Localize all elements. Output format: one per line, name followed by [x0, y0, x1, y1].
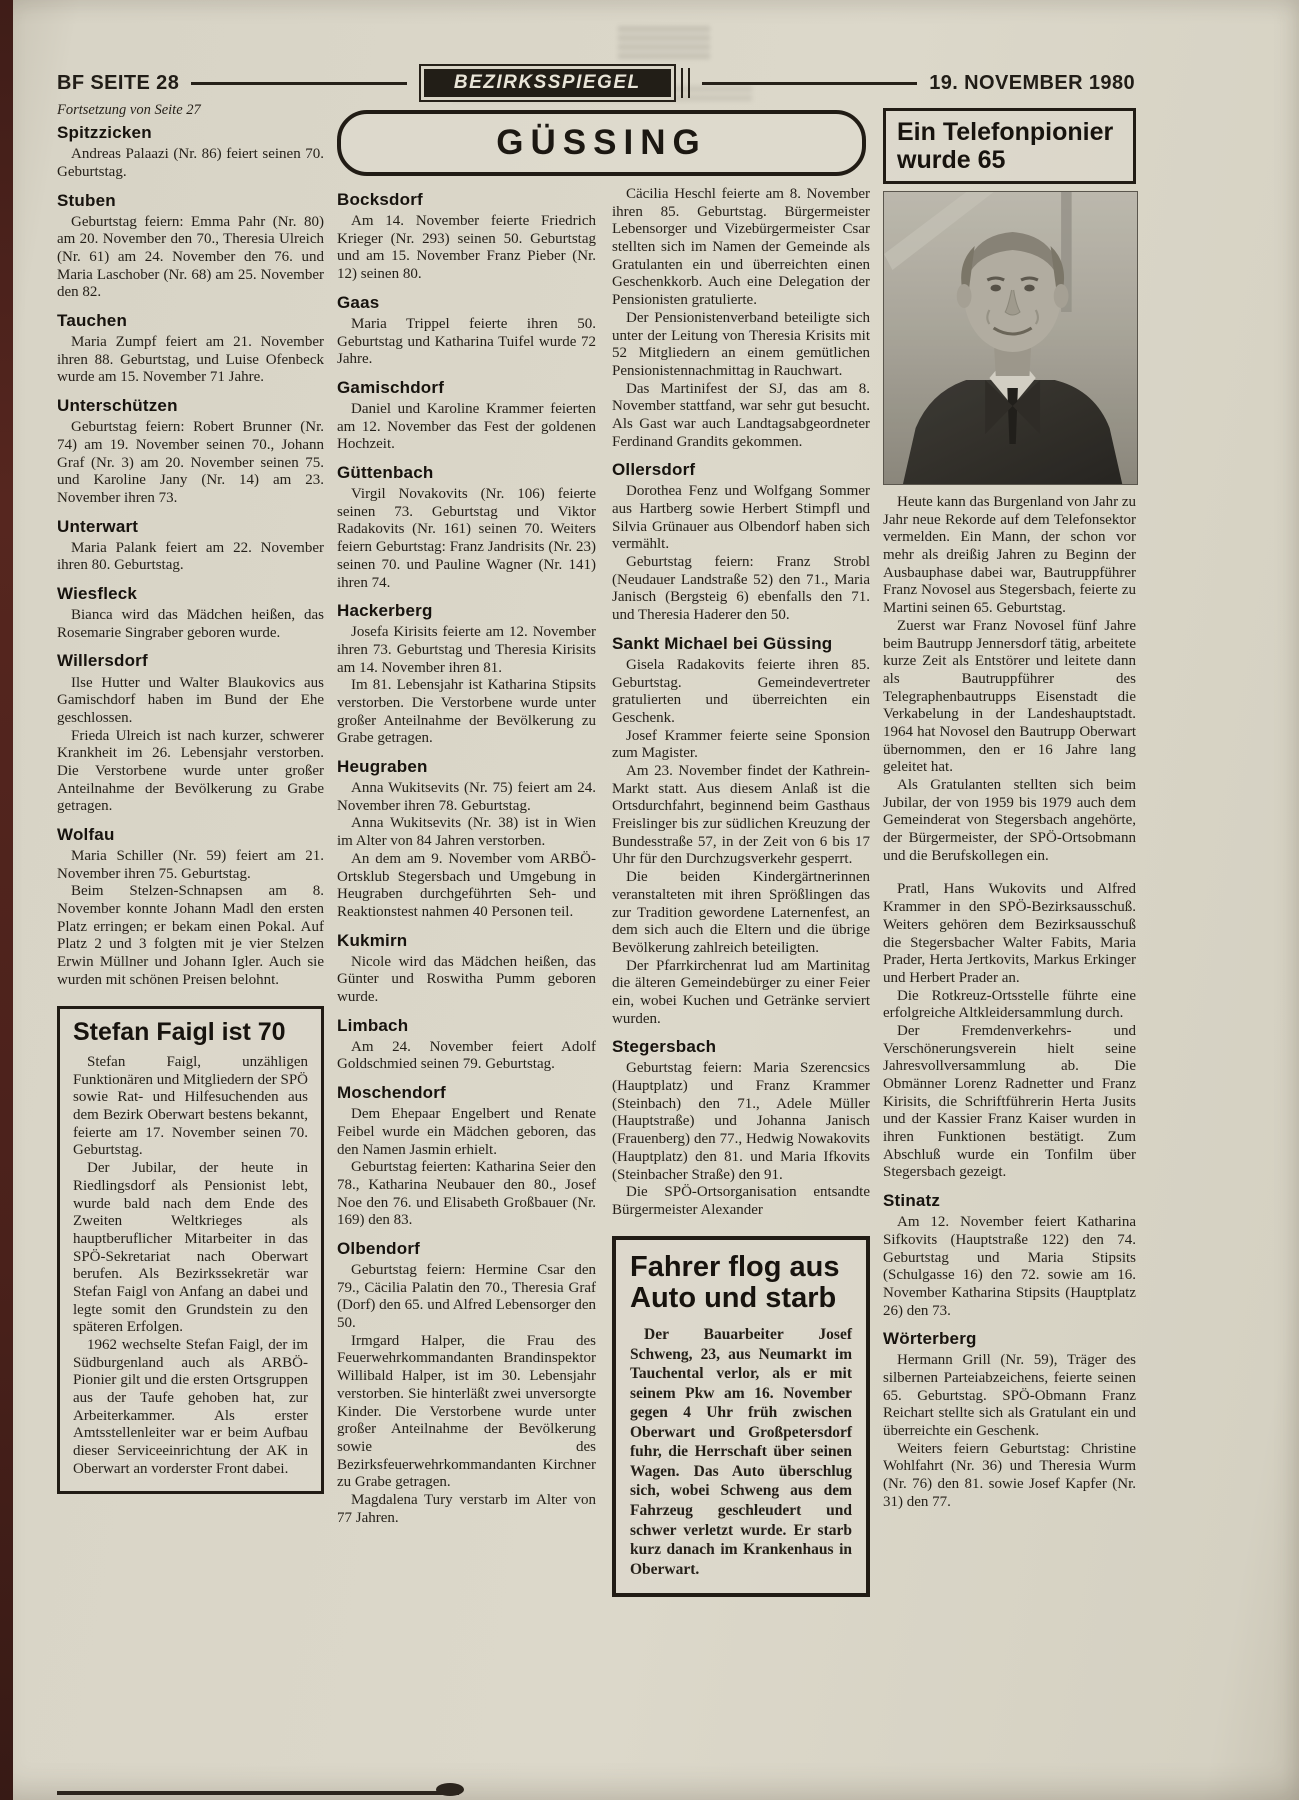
guessing-section-banner	[337, 110, 866, 176]
village-news-section	[612, 460, 870, 625]
news-paragraph: Josef Krammer feierte seine Sponsion zum Magister.	[612, 727, 870, 762]
accident-article	[612, 1236, 870, 1597]
page-number-label: BF SEITE 28	[57, 71, 180, 94]
news-paragraph: Dorothea Fenz und Wolfgang Sommer aus Hartberg sowie Herbert Stimpfl und Silvia Grünauer aus Olbendorf haben sich vermählt.	[612, 483, 870, 553]
news-paragraph: Die Rotkreuz-Ortsstelle führte eine erfolgreiche Altkleidersammlung durch.	[883, 987, 1136, 1022]
news-paragraph: Der Fremdenverkehrs- und Verschönerungsverein hielt seine Jahresvollversammlung ab. Die Obmänner Lorenz Radnetter und Franz Kirisits, die Schriftführerin Herta Jusits und der Kassier Franz Kaiser wurden in ihren Funktionen bestätigt. Zum Abschluß wurde ein Tonfilm über Stegersbach gezeigt.	[883, 1022, 1136, 1181]
village-heading: Moschendorf	[337, 1083, 446, 1103]
news-paragraph: Geburtstag feiern: Maria Szerencsics (Hauptplatz) und Franz Krammer (Steinbach) den 71., Adele Müller (Hauptstraße) und Johanna Janisch (Frauenberg) den 77., Hedwig Nowakovits (Hauptplatz) den 81. und Maria Ifkovits (Steinbacher Straße) den 91.	[612, 1060, 870, 1183]
news-paragraph: Josefa Kirisits feierte am 12. November ihren 73. Geburtstag und Theresia Kirisits am 14. November ihren 81.	[337, 624, 596, 676]
village-news-section	[612, 1037, 870, 1219]
news-paragraph: Geburtstag feiern: Hermine Csar den 79., Cäcilia Palatin den 70., Theresia Graf (Dorf) den 65. und Alfred Lebensorger den 50.	[337, 1262, 596, 1332]
village-news-section	[57, 311, 324, 387]
news-paragraph: Geburtstag feiern: Robert Brunner (Nr. 74) am 19. November seinen 70., Johann Graf (Nr. 3) am 20. November seinen 75. und Karoline Jany (Nr. 14) am 23. November ihren 73.	[57, 419, 324, 506]
news-paragraph: Geburtstag feiern: Emma Pahr (Nr. 80) am 20. November den 70., Theresia Ulreich (Nr. 61) am 24. November den 76. und Maria Laschober (Nr. 68) am 25. November den 82.	[57, 213, 324, 301]
village-heading: Bocksdorf	[337, 190, 423, 209]
paper-name: BEZIRKSSPIEGEL	[424, 69, 671, 97]
masthead	[57, 64, 1135, 102]
village-heading: Stinatz	[883, 1191, 941, 1211]
village-heading: Wolfau	[57, 825, 115, 844]
print-bleed-artifact	[618, 26, 710, 62]
village-heading: Kukmirn	[337, 930, 408, 950]
village-news-section	[337, 931, 596, 1007]
guessing-title: GÜSSING	[496, 123, 707, 162]
binding-edge	[0, 0, 13, 1800]
portrait-illustration	[884, 192, 1137, 484]
village-heading: Tauchen	[57, 311, 128, 331]
news-paragraph: Die beiden Kindergärtnerinnen veranstalteten mit ihren Sprößlingen das zur Tradition gewordene Laternenfest, an dem sich auch die Eltern und die übrige Bevölkerung zahlreich beteiligten.	[612, 869, 870, 956]
news-paragraph: Am 24. November feiert Adolf Goldschmied seinen 79. Geburtstag.	[337, 1038, 596, 1073]
village-heading: Sankt Michael bei Güssing	[612, 633, 833, 653]
stefan-faigl-article	[57, 1006, 324, 1494]
news-paragraph: Cäcilia Heschl feierte am 8. November ihren 85. Geburtstag. Bürgermeister Lebensorger und Vizebürgermeister Csar stellten sich im Namen der Gemeinde als Gratulanten ein und überreichten einen Geschenkkorb. Auch eine Delegation der Pensionisten gratulierte.	[612, 186, 870, 309]
news-paragraph: Dem Ehepaar Engelbert und Renate Feibel wurde ein Mädchen geboren, das den Namen Jasmin erhielt.	[337, 1106, 596, 1158]
village-news-section	[612, 634, 870, 1028]
telefonpionier-headline-box	[883, 108, 1136, 184]
village-news-section	[337, 463, 596, 592]
masthead-double-tick	[681, 68, 690, 98]
jubilar-portrait-photo	[883, 191, 1138, 485]
news-paragraph: Weiters feiern Geburtstag: Christine Wohlfahrt (Nr. 36) und Theresia Wurm (Nr. 76) den 81. sowie Josef Kapfer (Nr. 31) den 77.	[883, 1440, 1136, 1510]
village-heading: Stuben	[57, 190, 116, 210]
news-paragraph: Virgil Novakovits (Nr. 106) feierte seinen 73. Geburtstag und Viktor Radakovits (Nr. 161) seinen 70. Weiters feiern Geburtstag: Franz Jandrisits (Nr. 23) seinen 70. und Pauline Wagner (Nr. 141) ihren 74.	[337, 486, 596, 591]
faigl-paragraph: 1962 wechselte Stefan Faigl, der im Südburgenland auch als ARBÖ-Pionier gilt und die ersten Ortsgruppen aus der Taufe gehoben hat, zur Arbeiterkammer. Als erster Amtsstellenleiter war er beim Aufbau dieser Serviceeinrichtung der AK in Oberwart an vorderster Front dabei.	[73, 1337, 308, 1477]
village-heading: Gamischdorf	[337, 377, 445, 397]
village-news-section	[883, 1191, 1136, 1320]
village-news-section	[57, 123, 324, 181]
village-news-section	[337, 757, 596, 922]
village-news-section	[337, 190, 596, 284]
bottom-crop-mark	[57, 1791, 459, 1795]
news-paragraph: Im 81. Lebensjahr ist Katharina Stipsits verstorben. Die Verstorbene wurde unter großer Anteilnahme der Bevölkerung zu Grabe getragen.	[337, 677, 596, 747]
village-heading: Spitzzicken	[57, 123, 152, 143]
village-heading: Limbach	[337, 1015, 409, 1035]
village-news-section	[337, 1016, 596, 1074]
news-paragraph: Daniel und Karoline Krammer feierten am 12. November das Fest der goldenen Hochzeit.	[337, 400, 596, 453]
village-heading: Güttenbach	[337, 463, 434, 483]
bottom-ink-blot	[436, 1783, 464, 1796]
news-paragraph: Zuerst war Franz Novosel fünf Jahre beim Bautrupp Jennersdorf tätig, arbeitete kurze Zeit als Entstörer und leitete dann als Bautruppführer des Telegraphenbautrupps Eisenstadt die Verkabelung in der Landeshauptstadt. 1964 hat Novosel den Bautrupp Oberwart übernommen, den er 16 Jahre lang geleitet hat.	[883, 617, 1136, 776]
telefonpionier-article	[883, 108, 1136, 865]
village-news-section	[337, 601, 596, 748]
village-heading: Unterschützen	[57, 396, 178, 416]
news-paragraph: Am 14. November feierte Friedrich Krieger (Nr. 293) seinen 50. Geburtstag und am 15. November Franz Pieber (Nr. 12) seinen 80.	[337, 213, 596, 283]
telefonpionier-headline: Ein Telefonpionier wurde 65	[897, 118, 1114, 174]
news-paragraph: Anna Wukitsevits (Nr. 75) feiert am 24. November ihren 78. Geburtstag.	[337, 780, 596, 814]
accident-headline: Fahrer flog aus Auto und starb	[630, 1250, 840, 1315]
faigl-paragraph: Der Jubilar, der heute in Riedlingsdorf als Pensionist lebt, wurde bald nach dem Ende des Zweiten Weltkrieges als hauptberuflicher Mitarbeiter in das SPÖ-Sekretariat nach Oberwart berufen. Als Bezirkssekretär war Stefan Faigl von Anfang an dabei und legte somit den Grundstein zu den späteren Erfolgen.	[73, 1160, 308, 1336]
news-paragraph: Der Pfarrkirchenrat lud am Martinitag die älteren Gemeindebürger zu einer Feier ein, wobei Kuchen und Getränke serviert wurden.	[612, 957, 870, 1027]
village-heading: Heugraben	[337, 757, 428, 777]
village-heading: Wiesfleck	[57, 584, 138, 604]
news-paragraph: Bianca wird das Mädchen heißen, das Rosemarie Singraber geboren wurde.	[57, 607, 324, 641]
news-paragraph: Gisela Radakovits feierte ihren 85. Geburtstag. Gemeindevertreter gratulierten und überreichten ein Geschenk.	[612, 656, 870, 726]
village-heading: Stegersbach	[612, 1037, 717, 1057]
news-paragraph: Beim Stelzen-Schnapsen am 8. November konnte Johann Madl den ersten Platz erringen; er bekam einen Pokal. Auf Platz 2 und 3 folgten mit je vier Stelzen Erwin Müllner und Johann Igler. Auch sie wurden mit schönen Preisen belohnt.	[57, 883, 324, 988]
village-news-section	[337, 1083, 596, 1230]
faigl-headline: Stefan Faigl ist 70	[73, 1017, 286, 1046]
column-right	[883, 108, 1136, 1512]
issue-date: 19. NOVEMBER 1980	[929, 71, 1135, 94]
news-paragraph: Geburtstag feiern: Franz Strobl (Neudauer Landstraße 52) den 71., Maria Janisch (Bergsteig 6) ebenfalls den 71. und Theresia Haderer den 50.	[612, 554, 870, 624]
news-paragraph: Anna Wukitsevits (Nr. 38) ist in Wien im Alter von 84 Jahren verstorben.	[337, 815, 596, 850]
village-heading: Ollersdorf	[612, 460, 696, 480]
village-heading: Unterwart	[57, 516, 139, 536]
news-paragraph: Der Pensionistenverband beteiligte sich unter der Leitung von Theresia Krisits mit 52 Mitgliedern an einem gemütlichen Pensionistennachmittag in Rauchwart.	[612, 309, 870, 379]
news-paragraph: Das Martinifest der SJ, das am 8. November stattfand, war sehr gut besucht. Als Gast war auch Landtagsabgeordneter Ferdinand Grandits gekommen.	[612, 380, 870, 450]
guessing-column-a	[337, 186, 596, 1527]
news-paragraph: Maria Schiller (Nr. 59) feiert am 21. November ihren 75. Geburtstag.	[57, 848, 324, 882]
village-heading: Olbendorf	[337, 1238, 421, 1258]
village-news-section	[57, 825, 324, 990]
village-heading: Hackerberg	[337, 601, 433, 621]
village-heading: Gaas	[337, 292, 380, 312]
village-news-section	[57, 584, 324, 642]
news-paragraph: Irmgard Halper, die Frau des Feuerwehrkommandanten Brandinspektor Willibald Halper, ist im 30. Lebensjahr verstorben. Sie hinterläßt zwei unversorgte Kinder. Die Verstorbene wurde unter großer Anteilnahme der Bevölkerung sowie des Bezirksfeuerwehrkommandanten Kirchner zu Grabe getragen.	[337, 1332, 596, 1491]
news-paragraph: Maria Trippel feierte ihren 50. Geburtstag und Katharina Tuifel wurde 72 Jahre.	[337, 315, 596, 368]
news-paragraph: Maria Palank feiert am 22. November ihren 80. Geburtstag.	[57, 539, 324, 574]
news-paragraph: An dem am 9. November vom ARBÖ-Ortsklub Stegersbach und Umgebung in Heugraben durchgeführten Seh- und Reaktionstest nahmen 40 Personen teil.	[337, 850, 596, 920]
news-paragraph: Am 23. November findet der Kathrein-Markt statt. Aus diesem Anlaß ist die Ortsdurchfahrt, beginnend beim Gasthaus Freislinger bis zur südlichen Kreuzung der Bundesstraße 57, in der Zeit von 6 bis 17 Uhr für den Durchzugsverkehr gesperrt.	[612, 763, 870, 868]
news-paragraph: Maria Zumpf feiert am 21. November ihren 88. Geburtstag, und Luise Ofenbeck wurde am 15. November 71 Jahre.	[57, 334, 324, 386]
paper-name-box	[419, 64, 676, 102]
news-paragraph: Ilse Hutter und Walter Blaukovics aus Gamischdorf haben im Bund der Ehe geschlossen.	[57, 674, 324, 726]
village-heading: Willersdorf	[57, 651, 148, 671]
news-paragraph: Als Gratulanten stellten sich beim Jubilar, der von 1959 bis 1979 auch dem Gemeinderat von Stegersbach angehörte, der Bürgermeister, der SPÖ-Ortsobmann und die Berufskollegen ein.	[883, 777, 1136, 864]
guessing-column-b	[612, 186, 870, 1597]
faigl-paragraph: Stefan Faigl, unzähligen Funktionären und Mitgliedern der SPÖ sowie Rat- und Hilfesuchenden aus dem Bezirk Oberwart bestens bekannt, feierte am 17. November seinen 70. Geburtstag.	[73, 1054, 308, 1159]
news-paragraph: Nicole wird das Mädchen heißen, das Günter und Roswitha Pumm geboren wurde.	[337, 953, 596, 1006]
village-news-section	[337, 378, 596, 454]
news-paragraph: Die SPÖ-Ortsorganisation entsandte Bürgermeister Alexander	[612, 1184, 870, 1218]
village-news-section	[337, 1239, 596, 1527]
column-oberwart-continuation	[57, 102, 324, 1494]
news-paragraph: Hermann Grill (Nr. 59), Träger des silbernen Parteiabzeichens, feierte seinen 65. Geburtstag. SPÖ-Obmann Franz Reichart stellte sich als Gratulant ein und überreichte ein Geschenk.	[883, 1352, 1136, 1440]
news-paragraph: Heute kann das Burgenland von Jahr zu Jahr neue Rekorde auf dem Telefonsektor vermelden. Ein Mann, der schon vor mehr als dreißig Jahren zu Beginn der Ausbauphase dabei war, Bautruppführer Franz Novosel aus Stegersbach, feierte zu Martini seinen 65. Geburtstag.	[883, 494, 1136, 617]
village-news-section	[337, 293, 596, 369]
news-paragraph: Magdalena Tury verstarb im Alter von 77 Jahren.	[337, 1491, 596, 1526]
masthead-rule-right	[702, 82, 918, 85]
village-news-section	[883, 1329, 1136, 1511]
village-news-section	[57, 191, 324, 302]
news-paragraph: Pratl, Hans Wukovits und Alfred Krammer in den SPÖ-Bezirksausschuß. Weiters gehören dem Bezirksausschuß die Stegersbacher Walter Fabits, Maria Prader, Herta Jertkovits, Markus Erkinger und Herbert Prader an.	[883, 881, 1136, 986]
village-news-section	[57, 651, 324, 816]
village-news-section	[57, 517, 324, 575]
news-paragraph: Geburtstag feierten: Katharina Seier den 78., Katharina Neubauer den 80., Josef Noe den 76. und Elisabeth Großbauer (Nr. 169) den 83.	[337, 1159, 596, 1229]
news-paragraph: Frieda Ulreich ist nach kurzer, schwerer Krankheit im 26. Lebensjahr verstorben. Die Verstorbene wurde unter großer Anteilnahme der Bevölkerung zu Grabe getragen.	[57, 727, 324, 815]
masthead-rule-left	[191, 82, 407, 85]
news-paragraph: Andreas Palaazi (Nr. 86) feiert seinen 70. Geburtstag.	[57, 146, 324, 180]
accident-paragraph: Der Bauarbeiter Josef Schweng, 23, aus Neumarkt im Tauchental verlor, als er mit seinem Pkw am 16. November gegen 4 Uhr früh zwischen Oberwart und Großpetersdorf fuhr, die Herrschaft über seinen Wagen. Das Auto überschlug sich, wobei Schweng aus dem Fahrzeug geschleudert und schwer verletzt wurde. Er starb kurz danach im Krankenhaus in Oberwart.	[630, 1326, 852, 1578]
village-heading: Wörterberg	[883, 1329, 977, 1349]
village-news-section	[57, 396, 324, 507]
continuation-note: Fortsetzung von Seite 27	[57, 102, 201, 118]
stegersbach-continuation	[883, 881, 1136, 1182]
news-paragraph: Am 12. November feiert Katharina Sifkovits (Hauptstraße 122) den 74. Geburtstag und Maria Stipsits (Schulgasse 16) den 72. sowie am 16. November Katharina Stipsits (Hauptplatz 26) den 73.	[883, 1214, 1136, 1319]
